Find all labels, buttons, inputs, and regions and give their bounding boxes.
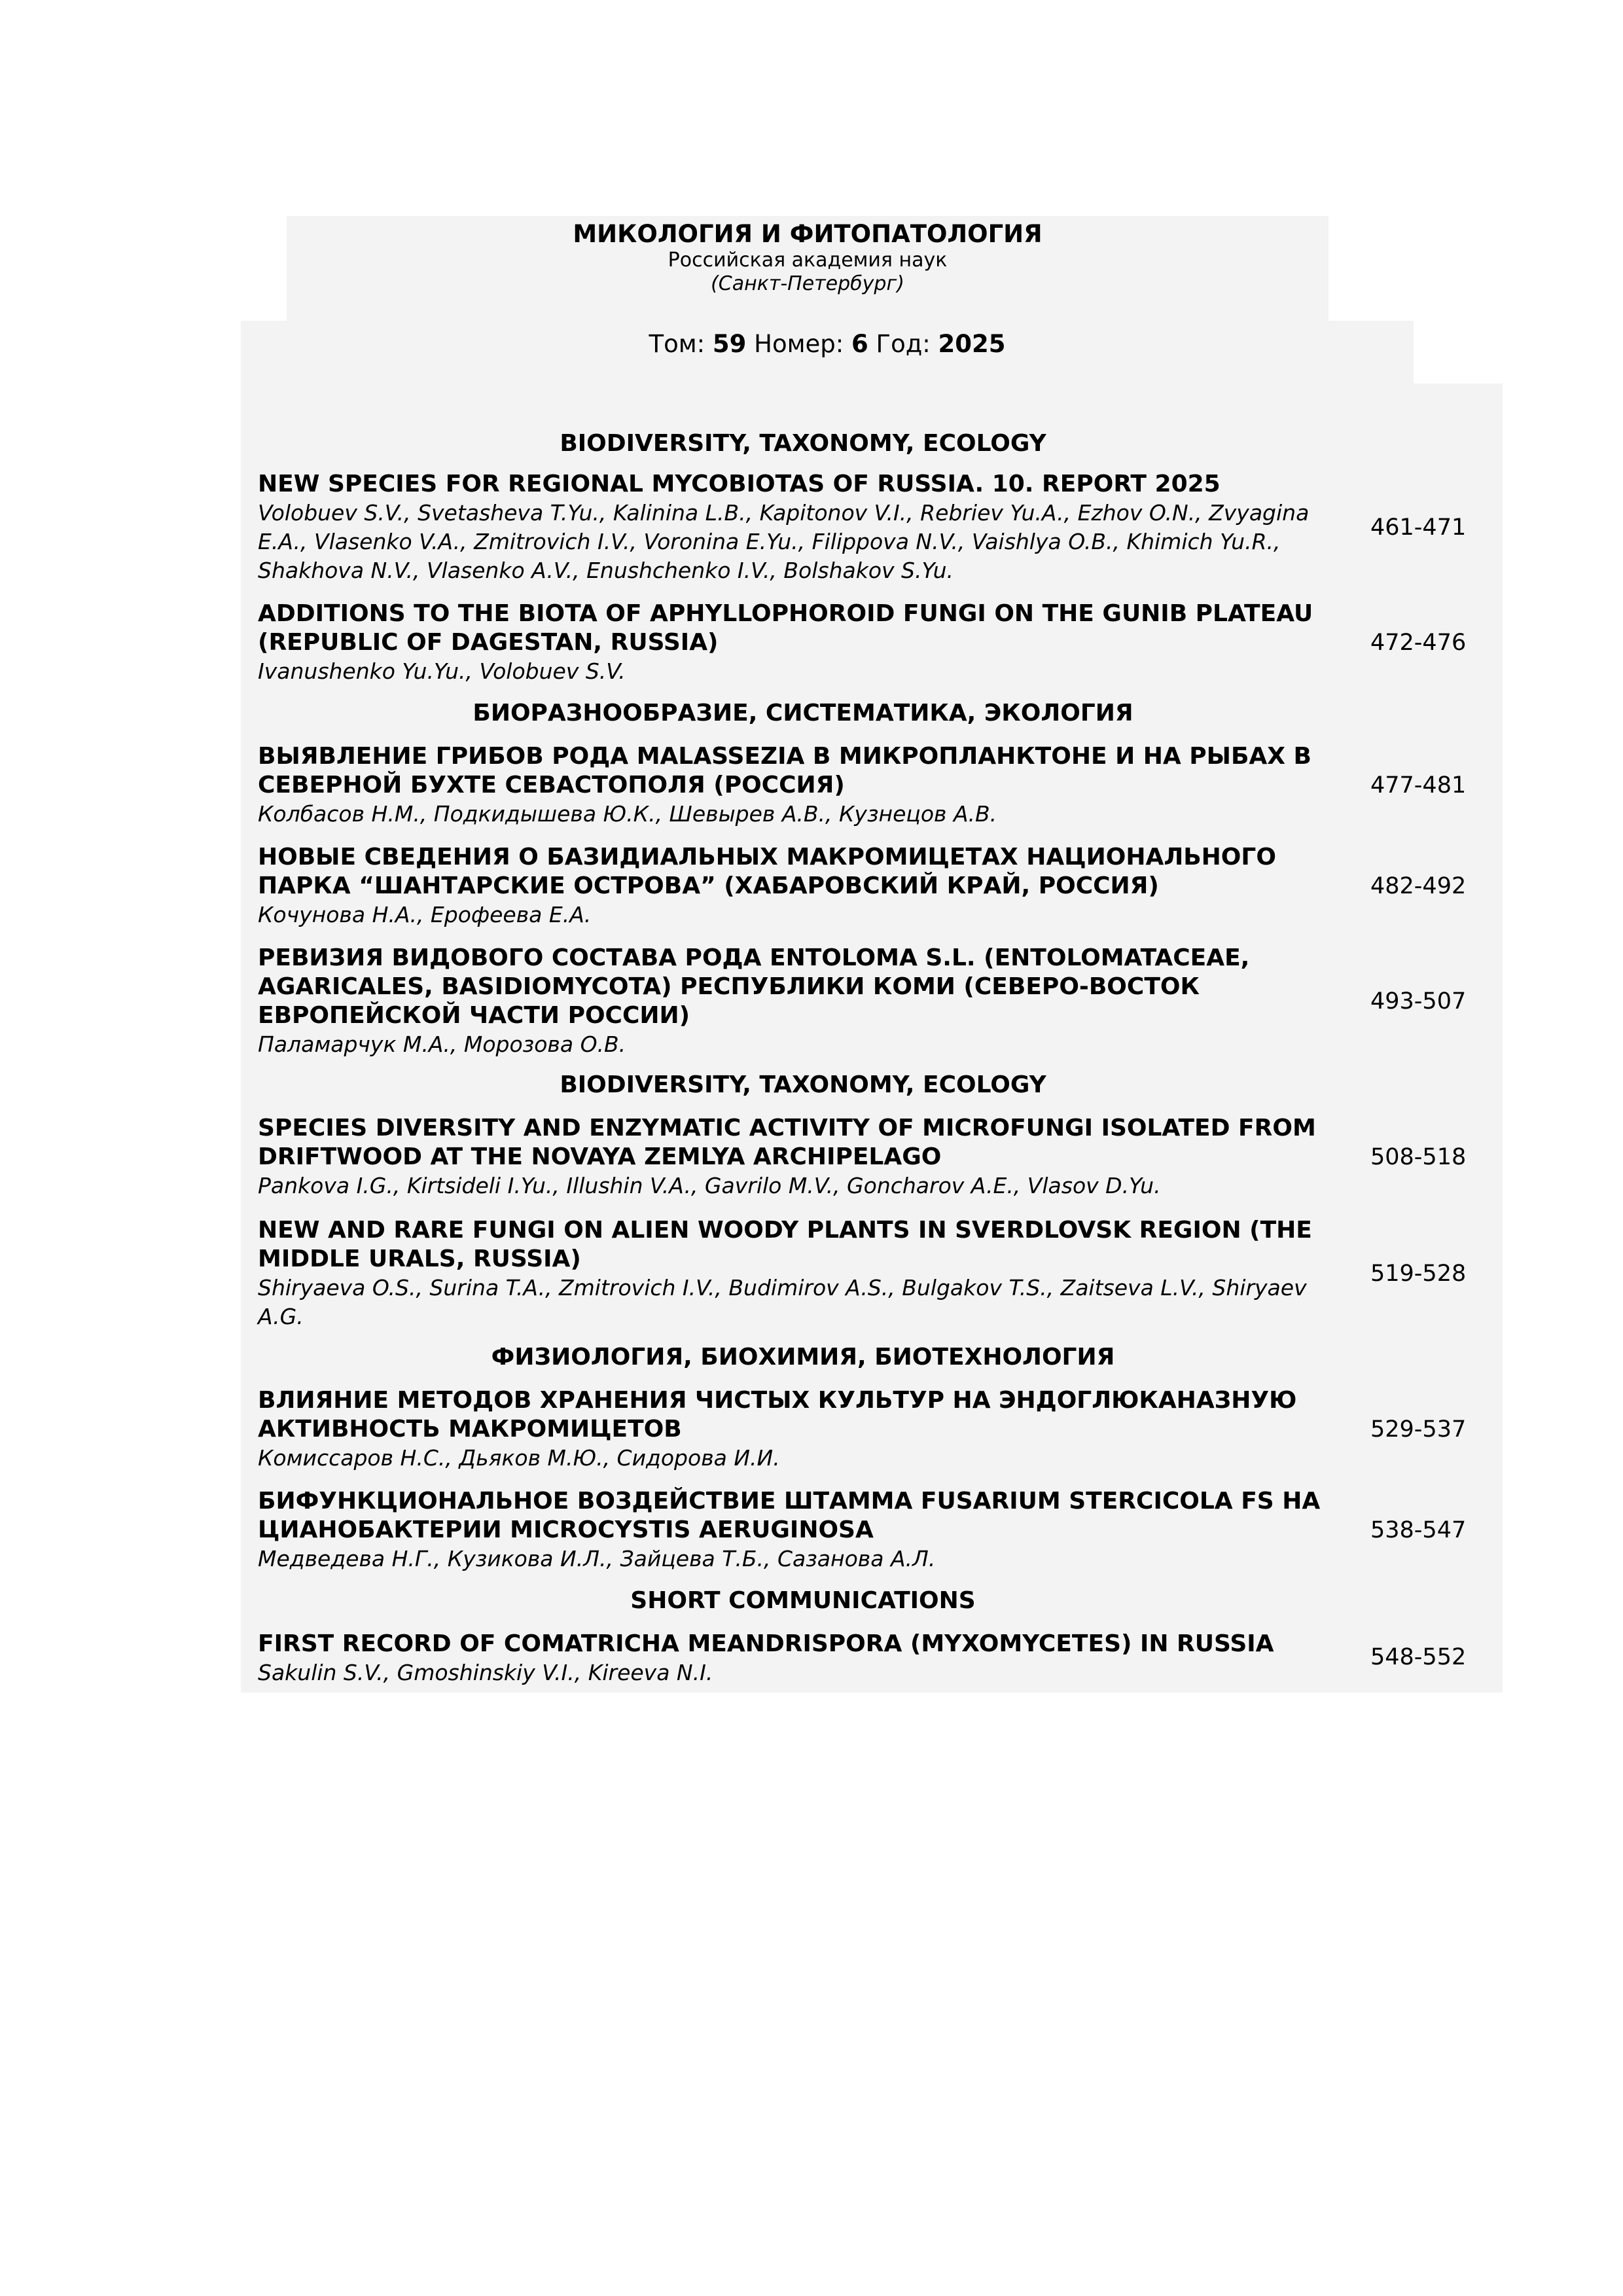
volume-label: Том: [649,330,705,358]
article-authors: Колбасов Н.М., Подкидышева Ю.К., Шевырев А.В., Кузнецов А.В. [258,801,997,827]
article-title[interactable]: SPECIES DIVERSITY AND ENZYMATIC ACTIVITY OF MICROFUNGI ISOLATED FROM DRIFTWOOD AT THE NOVAYA ZEMLYA ARCHIPELAGO [258,1115,1316,1170]
article-pages: 477-481 [1370,772,1467,798]
article-title[interactable]: ВЛИЯНИЕ МЕТОДОВ ХРАНЕНИЯ ЧИСТЫХ КУЛЬТУР НА ЭНДОГЛЮКАНАЗНУЮ АКТИВНОСТЬ МАКРОМИЦЕТОВ [258,1387,1297,1443]
section-heading: БИОРАЗНООБРАЗИЕ, СИСТЕМАТИКА, ЭКОЛОГИЯ [473,700,1133,726]
article-title[interactable]: ВЫЯВЛЕНИЕ ГРИБОВ РОДА MALASSEZIA В МИКРОПЛАНКТОНЕ И НА РЫБАХ В СЕВЕРНОЙ БУХТЕ СЕВАСТОПОЛЯ (РОССИЯ) [258,743,1311,798]
article-title[interactable]: NEW AND RARE FUNGI ON ALIEN WOODY PLANTS IN SVERDLOVSK REGION (THE MIDDLE URALS, RUSSIA) [258,1217,1312,1272]
table-of-contents [241,384,1503,1693]
toc-entry[interactable] [258,944,1503,1059]
issue-info [241,321,1414,384]
article-authors: Shiryaeva O.S., Surina T.A., Zmitrovich I.V., Budimirov A.S., Bulgakov T.S., Zaitseva L.V., Shiryaev A.G. [258,1275,1307,1329]
year-value: 2025 [938,330,1006,358]
article-pages: 482-492 [1370,873,1467,899]
article-pages: 472-476 [1370,630,1467,656]
article-authors: Комиссаров Н.С., Дьяков М.Ю., Сидорова И.И. [258,1445,780,1471]
toc-entry[interactable] [258,1114,1503,1200]
article-pages: 538-547 [1370,1517,1467,1543]
toc-entry[interactable] [258,1487,1503,1573]
year-label: Год: [876,330,931,358]
article-title[interactable]: ADDITIONS TO THE BIOTA OF APHYLLOPHOROID FUNGI ON THE GUNIB PLATEAU (REPUBLIC OF DAGESTAN, RUSSIA) [258,600,1313,656]
article-pages: 508-518 [1370,1144,1467,1170]
toc-entry[interactable] [258,1630,1503,1687]
article-authors: Volobuev S.V., Svetasheva T.Yu., Kalinina L.B., Kapitonov V.I., Rebriev Yu.A., Ezhov O.N., Zvyagina E.A., Vlasenko V.A., Zmitrovich I.V., Voronina E.Yu., Filippova N.V., Vaishlya O.B., Khimich Yu.R., Shakhova N.V., Vlasenko A.V., Enushchenko I.V., Bolshakov S.Yu. [258,500,1310,583]
toc-entry[interactable] [258,470,1503,585]
article-authors: Ivanushenko Yu.Yu., Volobuev S.V. [258,658,626,684]
article-pages: 548-552 [1370,1644,1467,1670]
article-title[interactable]: РЕВИЗИЯ ВИДОВОГО СОСТАВА РОДА ENTOLOMA S.L. (ENTOLOMATACEAE, AGARICALES, BASIDIOMYCOTA) РЕСПУБЛИКИ КОМИ (СЕВЕРО-ВОСТОК ЕВРОПЕЙСКОЙ ЧАСТИ РОССИИ) [258,944,1250,1029]
toc-entry[interactable] [258,843,1503,929]
article-title[interactable]: НОВЫЕ СВЕДЕНИЯ О БАЗИДИАЛЬНЫХ МАКРОМИЦЕТАХ НАЦИОНАЛЬНОГО ПАРКА “ШАНТАРСКИЕ ОСТРОВА” (ХАБАРОВСКИЙ КРАЙ, РОССИЯ) [258,844,1276,899]
article-title[interactable]: БИФУНКЦИОНАЛЬНОЕ ВОЗДЕЙСТВИЕ ШТАММА FUSARIUM STERCICOLA FS НА ЦИАНОБАКТЕРИИ MICROCYSTIS AERUGINOSA [258,1488,1321,1543]
volume-value: 59 [712,330,747,358]
journal-publisher: Российская академия наук [668,249,948,272]
article-authors: Кочунова Н.А., Ерофеева Е.А. [258,902,592,927]
article-authors: Паламарчук М.А., Морозова О.В. [258,1031,626,1057]
toc-entry[interactable] [258,1386,1503,1473]
number-label: Номер: [754,330,844,358]
journal-header [287,216,1329,321]
article-authors: Pankova I.G., Kirtsideli I.Yu., Illushin V.A., Gavrilo M.V., Goncharov A.E., Vlasov D.Yu. [258,1173,1161,1198]
section-heading: SHORT COMMUNICATIONS [630,1587,976,1614]
article-authors: Медведева Н.Г., Кузикова И.Л., Зайцева Т.Б., Сазанова А.Л. [258,1546,936,1571]
journal-city: (Санкт-Петербург) [711,272,904,295]
section-heading: BIODIVERSITY, TAXONOMY, ECOLOGY [560,430,1046,457]
journal-title: МИКОЛОГИЯ И ФИТОПАТОЛОГИЯ [573,220,1043,248]
article-pages: 461-471 [1370,514,1467,541]
article-pages: 529-537 [1370,1416,1467,1443]
article-pages: 493-507 [1370,988,1467,1014]
section-heading: ФИЗИОЛОГИЯ, БИОХИМИЯ, БИОТЕХНОЛОГИЯ [491,1344,1115,1371]
toc-entry[interactable] [258,1216,1503,1331]
article-title[interactable]: FIRST RECORD OF COMATRICHA MEANDRISPORA (MYXOMYCETES) IN RUSSIA [258,1630,1274,1657]
toc-entry[interactable] [258,600,1503,686]
section-heading: BIODIVERSITY, TAXONOMY, ECOLOGY [560,1071,1046,1098]
toc-entry[interactable] [258,742,1503,829]
article-pages: 519-528 [1370,1261,1467,1287]
article-authors: Sakulin S.V., Gmoshinskiy V.I., Kireeva N.I. [258,1660,713,1685]
article-title[interactable]: NEW SPECIES FOR REGIONAL MYCOBIOTAS OF RUSSIA. 10. REPORT 2025 [258,471,1221,497]
number-value: 6 [851,330,868,358]
